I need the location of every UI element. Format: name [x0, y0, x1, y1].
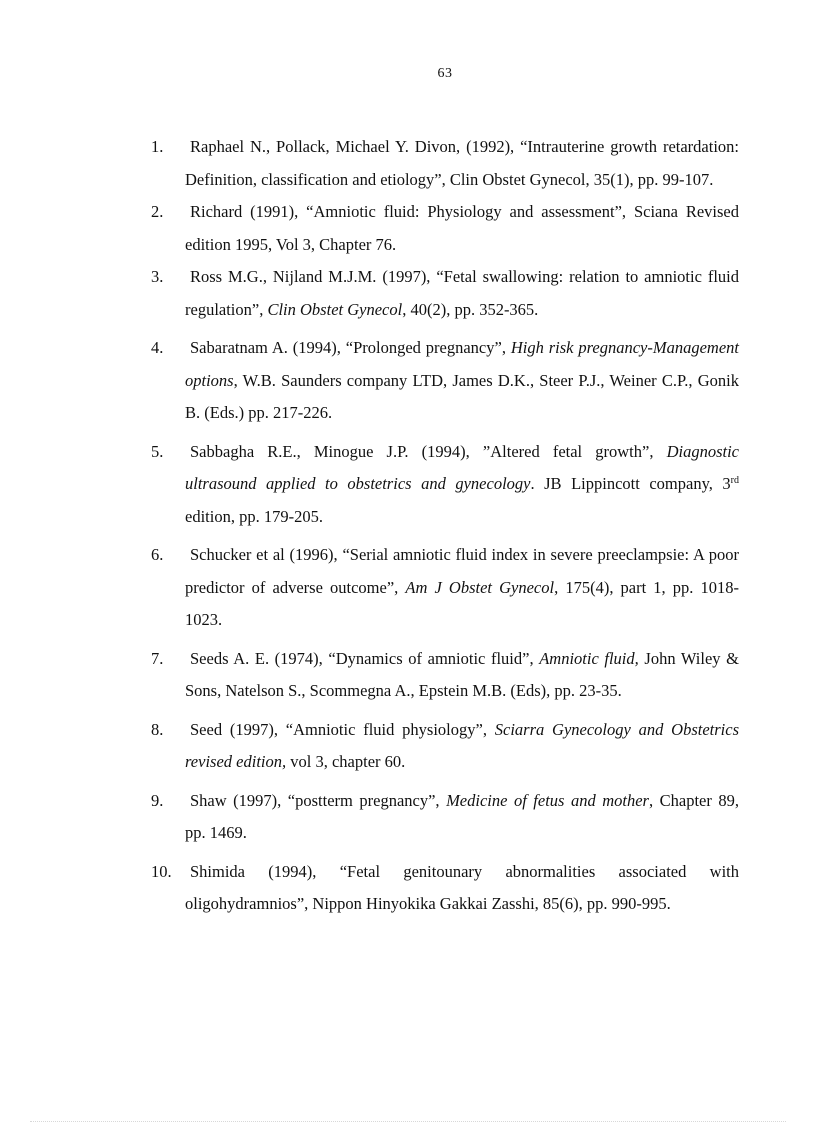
- reference-source-title: Amniotic fluid,: [539, 648, 639, 668]
- reference-item: [151, 714, 739, 779]
- ordinal-superscript: rd: [730, 475, 739, 486]
- reference-text: [185, 196, 739, 261]
- reference-number: 6.: [151, 545, 164, 564]
- reference-details: , 175(4), part 1, pp. 1018-1023.: [185, 577, 740, 629]
- reference-number: 8.: [151, 719, 164, 739]
- reference-source-title: Am J Obstet Gynecol: [405, 577, 555, 597]
- reference-number: 4.: [151, 338, 164, 357]
- reference-body: Shimida (1994), “Fetal genitounary abnormalities associated with oligohydramnios”, Nippon Hinyokika Gakkai Zasshi, 85(6), pp. 990-995.: [185, 861, 739, 913]
- reference-body: Sabaratnam A. (1994), “Prolonged pregnancy”,: [190, 338, 511, 357]
- reference-source-title: Medicine of fetus and mother: [446, 790, 649, 810]
- reference-text: [185, 785, 739, 850]
- reference-body: Schucker et al (1996), “Serial amniotic fluid index in severe preeclampsie: A poor predictor of adverse outcome”,: [185, 545, 739, 597]
- reference-text: [185, 539, 739, 637]
- reference-body: Sabbagha R.E., Minogue J.P. (1994), ”Altered fetal growth”,: [190, 441, 667, 461]
- reference-text: [185, 332, 739, 430]
- reference-body: Seed (1997), “Amniotic fluid physiology”,: [190, 719, 495, 739]
- reference-item: [151, 261, 739, 326]
- reference-body: Ross M.G., Nijland M.J.M. (1997), “Fetal swallowing: relation to amniotic fluid regulation”,: [185, 267, 739, 319]
- reference-item: [151, 643, 739, 708]
- reference-body: Seeds A. E. (1974), “Dynamics of amniotic fluid”,: [190, 648, 540, 668]
- reference-number: 1.: [151, 137, 164, 156]
- reference-number: 10.: [151, 861, 172, 881]
- reference-body: Raphael N., Pollack, Michael Y. Divon, (1992), “Intrauterine growth retardation: Definition, classification and etiology”, Clin Obstet Gynecol, 35(1), pp. 99-107.: [185, 137, 739, 189]
- reference-item: [151, 856, 739, 921]
- reference-text: [185, 131, 739, 196]
- reference-details: John Wiley & Sons, Natelson S., Scommegna A., Epstein M.B. (Eds), pp. 23-35.: [185, 648, 739, 700]
- reference-number: 7.: [151, 648, 164, 668]
- reference-item: [151, 196, 739, 261]
- reference-details: , Chapter 89, pp. 1469.: [185, 790, 739, 842]
- reference-number: 9.: [151, 790, 164, 810]
- reference-number: 2.: [151, 202, 164, 221]
- reference-text: [185, 856, 739, 921]
- reference-list: [151, 131, 739, 921]
- reference-item: [151, 436, 739, 534]
- reference-item: [151, 332, 739, 430]
- reference-number: 5.: [151, 441, 164, 461]
- reference-body: Shaw (1997), “postterm pregnancy”,: [190, 790, 447, 810]
- reference-source-title: High risk pregnancy-Management options: [185, 338, 739, 390]
- reference-source-title: Clin Obstet Gynecol: [267, 299, 403, 319]
- reference-details-continued: edition, pp. 179-205.: [185, 506, 323, 526]
- reference-item: [151, 131, 739, 196]
- reference-source-title: Diagnostic ultrasound applied to obstetrics and gynecology: [185, 441, 739, 493]
- reference-text: [185, 714, 739, 779]
- reference-details: . JB Lippincott company, 3: [530, 474, 731, 493]
- reference-details: vol 3, chapter 60.: [286, 752, 406, 771]
- reference-details: , W.B. Saunders company LTD, James D.K., Steer P.J., Weiner C.P., Gonik B. (Eds.) pp. 217-226.: [185, 370, 739, 422]
- reference-source-title: Sciarra Gynecology and Obstetrics revised edition,: [185, 719, 739, 771]
- page-number: 63: [437, 66, 453, 81]
- reference-details: , 40(2), pp. 352-365.: [402, 299, 539, 319]
- reference-body: Richard (1991), “Amniotic fluid: Physiology and assessment”, Sciana Revised edition 1995, Vol 3, Chapter 76.: [185, 202, 739, 254]
- reference-item: [151, 539, 739, 637]
- reference-number: 3.: [151, 267, 164, 286]
- reference-text: [185, 261, 739, 326]
- reference-item: [151, 785, 739, 850]
- reference-text: [185, 436, 739, 534]
- reference-text: [185, 643, 739, 708]
- page-bottom-rule: [30, 1121, 786, 1122]
